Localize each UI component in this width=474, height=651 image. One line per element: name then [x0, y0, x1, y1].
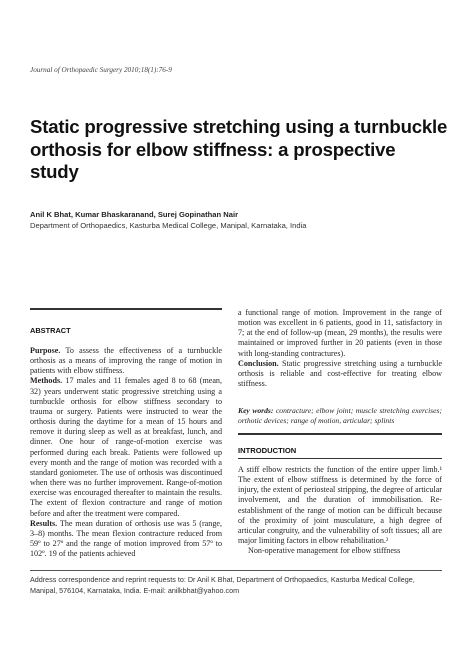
- journal-citation: Journal of Orthopaedic Surgery 2010;18(1):76-9: [30, 66, 172, 74]
- purpose-label: Purpose.: [30, 346, 61, 355]
- introduction-paragraph: A stiff elbow restricts the function of the entire upper limb.¹ The extent of elbow stiffness is determined by the force of injury, the extent of periosteal stripping, the degree of articular involvement, and the duration of immobilisation. Re-establishment of the range of motion can be difficult because of the proximity of joint musculature, a high degree of articular congruity, and the vulnerability of soft tissues; all are major limiting factors in elbow rehabilitation.²: [238, 465, 442, 546]
- abstract-top-rule: [30, 308, 222, 310]
- conclusion-text: Static progressive stretching using a turnbuckle orthosis is reliable and cost-effective for treating elbow stiffness.: [238, 358, 442, 389]
- affiliation: Department of Orthopaedics, Kasturba Medical College, Manipal, Karnataka, India: [30, 221, 307, 230]
- methods-label: Methods.: [30, 376, 63, 386]
- abstract-conclusion: [238, 359, 442, 389]
- keywords-text: contracture; elbow joint; muscle stretching exercises; orthotic devices; range of motion, articular; splints: [238, 406, 442, 425]
- results-label: Results.: [30, 518, 58, 528]
- introduction-heading: INTRODUCTION: [238, 446, 297, 455]
- keywords: [238, 406, 442, 426]
- title-line: Static progressive stretching using a turnbuckle: [30, 116, 448, 137]
- abstract-right-column: [238, 308, 442, 389]
- article-title: [30, 116, 450, 184]
- purpose-text: To assess the effectiveness of a turnbuckle orthosis as a means of improving the range of motion in patients with elbow stiffness.: [30, 346, 222, 376]
- results-continued: a functional range of motion. Improvement in the range of motion was excellent in 6 patients, good in 11, satisfactory in 7; at the end of follow-up (mean, 29 months), the results were maintained or improved further in 20 patients (even in those with long-standing contractures).: [238, 308, 442, 358]
- methods-text: 17 males and 11 females aged 8 to 68 (mean, 32) years underwent static progressive stretching using a turnbuckle orthosis for elbow stiffness secondary to trauma or surgery. Patients were instructed to wear the orthosis during the daytime for a mean of 15 hours and remove it during sleep as well as at breakfast, lunch, and dinner. One hour of range-of-motion exercise was performed during each break. Patients were followed up every month and the range of motion was recorded with a standard goniometer. The use of orthosis was discontinued when there was no further improvement. Range-of-motion exercise was encouraged thereafter to maintain the results. The extent of flexion contracture and range of motion before and after the treatment were compared.: [30, 376, 222, 518]
- title-line: study: [30, 161, 79, 182]
- abstract-heading: ABSTRACT: [30, 326, 71, 335]
- footnote-rule: [30, 570, 442, 571]
- abstract-purpose: [30, 346, 222, 376]
- conclusion-label: Conclusion.: [238, 358, 279, 368]
- abstract-results: [30, 519, 222, 560]
- results-text: The mean duration of orthosis use was 5 (range, 3–8) months. The mean flexion contracture reduced from 59º to 27º and the range of motion improved from 57º to 102º. 19 of the patients achieved: [30, 518, 222, 559]
- keywords-label: Key words:: [238, 406, 274, 415]
- correspondence-note: Address correspondence and reprint requests to: Dr Anil K Bhat, Department of Orthopaedics, Kasturba Medical College, Manipal, 576104, Karnataka, India. E-mail: anilkbhat@yahoo.com: [30, 575, 415, 595]
- title-line: orthosis for elbow stiffness: a prospective: [30, 138, 396, 160]
- author-list: Anil K Bhat, Kumar Bhaskaranand, Surej Gopinathan Nair: [30, 210, 239, 219]
- abstract-left-column: [30, 346, 222, 559]
- introduction-body: [238, 465, 442, 556]
- abstract-bottom-rule: [238, 433, 442, 435]
- introduction-paragraph: Non-operative management for elbow stiffness: [248, 546, 401, 556]
- introduction-rule: [238, 458, 442, 459]
- abstract-methods: [30, 376, 222, 518]
